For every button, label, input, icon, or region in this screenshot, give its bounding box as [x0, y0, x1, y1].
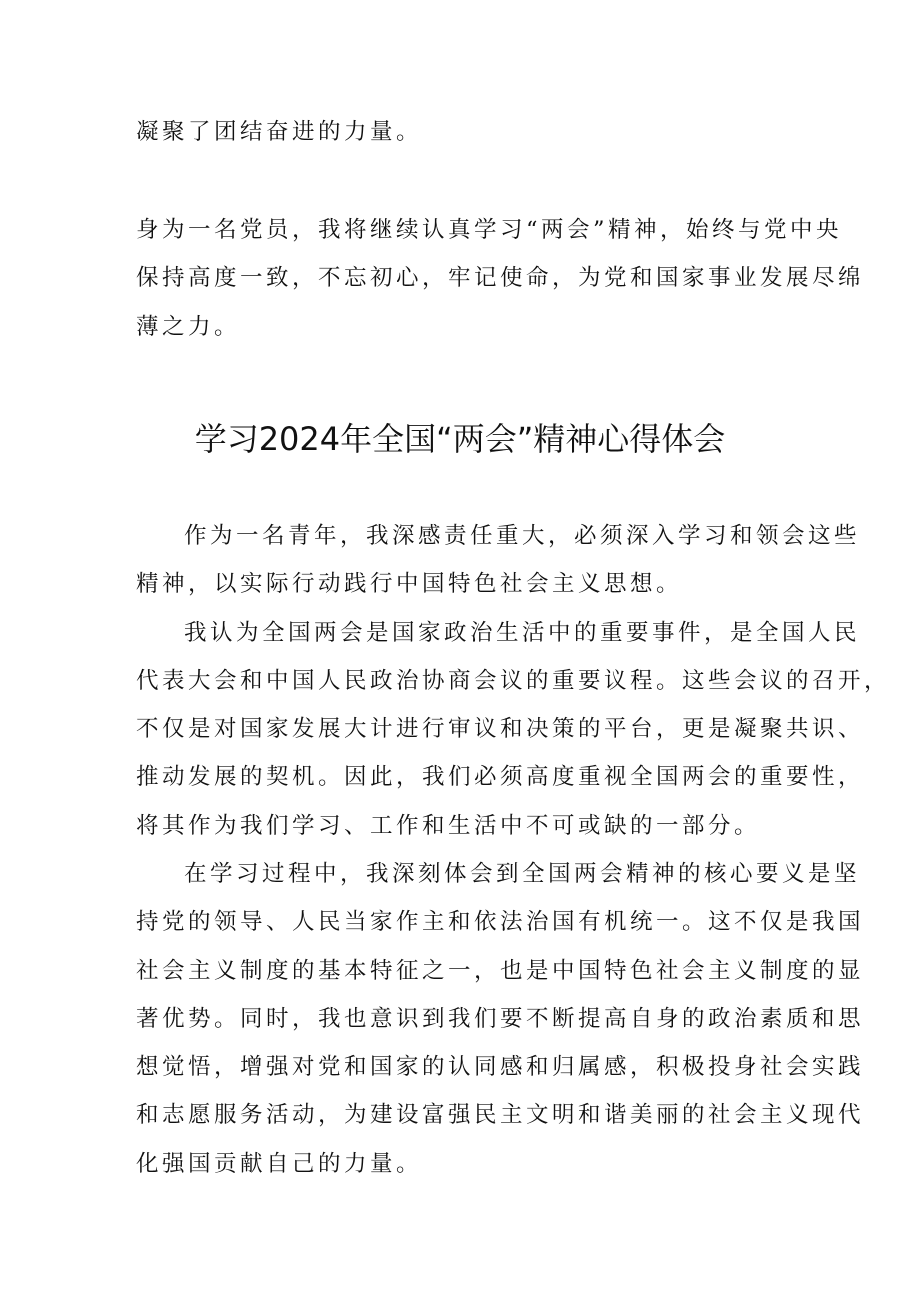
paragraph-line: 我认为全国两会是国家政治生活中的重要事件，是全国人民 [184, 620, 861, 646]
paragraph-line: 将其作为我们学习、工作和生活中不可或缺的一部分。 [136, 813, 761, 839]
paragraph-line: 凝聚了团结奋进的力量。 [136, 119, 423, 145]
paragraph-line: 想觉悟，增强对党和国家的认同感和归属感，积极投身社会实践 [136, 1054, 865, 1080]
paragraph-line: 和志愿服务活动，为建设富强民主文明和谐美丽的社会主义现代 [136, 1102, 865, 1128]
paragraph-line: 精神，以实际行动践行中国特色社会主义思想。 [136, 571, 683, 597]
paragraph-line: 社会主义制度的基本特征之一，也是中国特色社会主义制度的显 [136, 958, 865, 984]
paragraph-line: 化强国贡献自己的力量。 [136, 1151, 423, 1177]
paragraph-line: 著优势。同时，我也意识到我们要不断提高自身的政治素质和思 [136, 1006, 865, 1032]
paragraph-line: 身为一名党员，我将继续认真学习“两会”精神，始终与党中央 [136, 217, 843, 243]
paragraph-line: 持党的领导、人民当家作主和依法治国有机统一。这不仅是我国 [136, 909, 865, 935]
paragraph-line: 代表大会和中国人民政治协商会议的重要议程。这些会议的召开， [136, 668, 891, 694]
paragraph-line: 在学习过程中，我深刻体会到全国两会精神的核心要义是坚 [184, 861, 861, 887]
paragraph-line: 推动发展的契机。因此，我们必须高度重视全国两会的重要性， [136, 764, 865, 790]
paragraph-line: 薄之力。 [136, 314, 241, 340]
document-title: 学习2024年全国“两会”精神心得体会 [194, 420, 726, 458]
paragraph-line: 不仅是对国家发展大计进行审议和决策的平台，更是凝聚共识、 [136, 716, 865, 742]
paragraph-line: 保持高度一致，不忘初心，牢记使命，为党和国家事业发展尽绵 [136, 265, 865, 291]
paragraph-line: 作为一名青年，我深感责任重大，必须深入学习和领会这些 [184, 523, 861, 549]
